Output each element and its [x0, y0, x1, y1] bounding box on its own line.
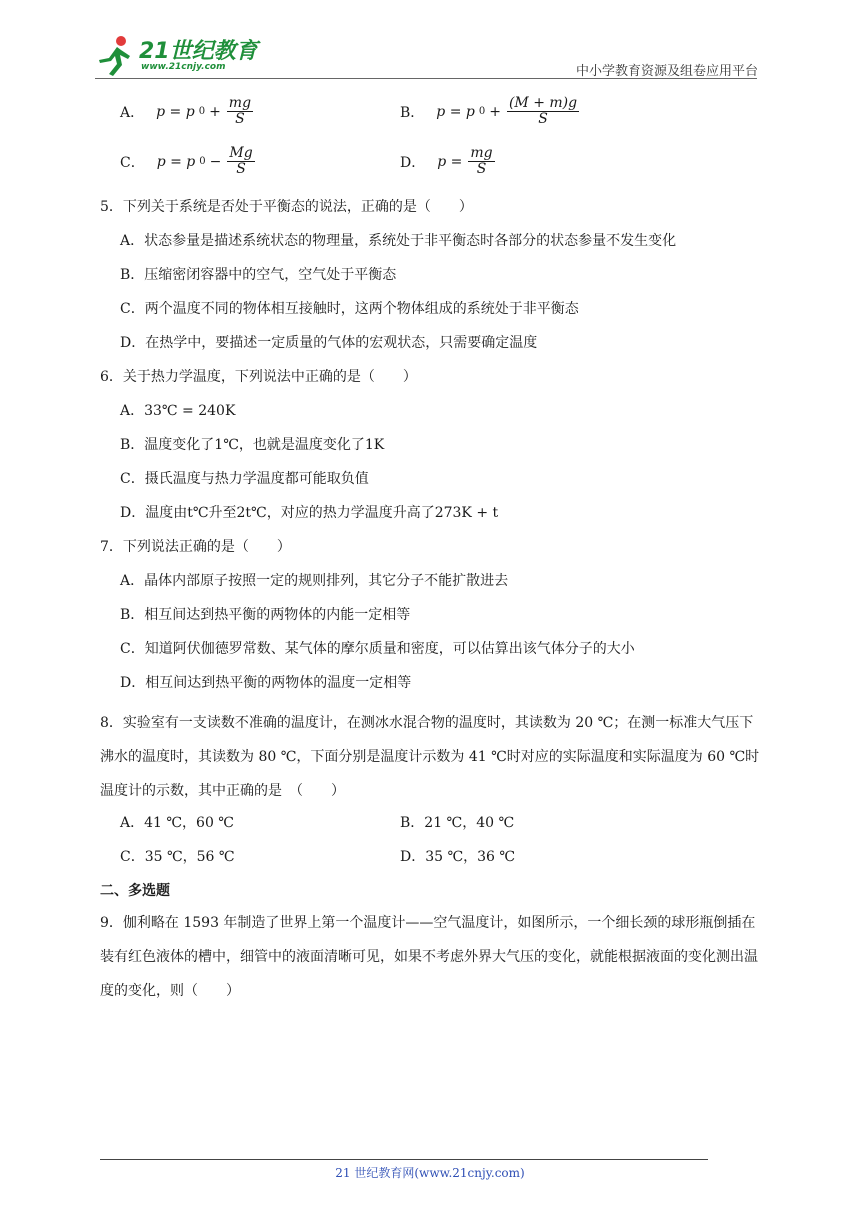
q4-option-a[interactable]	[120, 96, 253, 128]
q7-option-d[interactable]: D．相互间达到热平衡的两物体的温度一定相等	[120, 675, 412, 691]
option-label: A．	[120, 104, 145, 121]
q7-option-a[interactable]: A．晶体内部原子按照一定的规则排列，其它分子不能扩散进去	[120, 573, 509, 589]
q8-option-c[interactable]: C．35 ℃，56 ℃	[120, 849, 235, 865]
q4-options-row-2	[100, 146, 760, 196]
option-label: B．	[400, 104, 425, 121]
fraction	[227, 96, 253, 128]
operator: +	[209, 103, 221, 120]
option-label: C．	[120, 154, 145, 171]
formula-lhs: p = p	[156, 153, 196, 170]
fraction	[507, 96, 579, 128]
denominator: S	[235, 111, 245, 128]
runner-logo-icon	[95, 34, 135, 78]
formula-lhs: p = p	[436, 103, 475, 120]
q8-option-a[interactable]: A．41 ℃，60 ℃	[120, 815, 234, 831]
platform-title: 中小学教育资源及组卷应用平台	[575, 64, 758, 79]
q6-option-d[interactable]: D．温度由t℃升至2t℃，对应的热力学温度升高了273K + t	[120, 505, 499, 521]
subscript: 0	[199, 156, 206, 168]
operator: +	[489, 103, 501, 120]
q7-option-c[interactable]: C．知道阿伏伽德罗常数、某气体的摩尔质量和密度，可以估算出该气体分子的大小	[120, 641, 635, 657]
numerator: (M + m)g	[508, 95, 578, 111]
logo	[95, 34, 265, 78]
q8-options-row-1	[100, 812, 760, 834]
q5-option-a[interactable]: A．状态参量是描述系统状态的物理量，系统处于非平衡态时各部分的状态参量不发生变化	[120, 233, 677, 249]
q7-stem: 7．下列说法正确的是（ ）	[100, 539, 291, 555]
q4-option-b[interactable]	[400, 96, 579, 128]
q6-stem: 6．关于热力学温度，下列说法中正确的是（ ）	[100, 369, 417, 385]
q5-option-d[interactable]: D．在热学中，要描述一定质量的气体的宏观状态，只需要确定温度	[120, 335, 538, 351]
q9-stem: 9．伽利略在 1593 年制造了世界上第一个温度计——空气温度计，如图所示，一个细长颈的球形瓶倒插在装有红色液体的槽中，细管中的液面清晰可见，如果不考虑外界大气压的变化，就能根据液面的变化测出温度的变化，则（ ）	[100, 915, 758, 999]
q7-option-b[interactable]: B．相互间达到热平衡的两物体的内能一定相等	[120, 607, 411, 623]
formula-lhs: p =	[437, 153, 463, 170]
q5-option-b[interactable]: B．压缩密闭容器中的空气，空气处于平衡态	[120, 267, 397, 283]
q5-stem: 5．下列关于系统是否处于平衡态的说法，正确的是（ ）	[100, 199, 473, 215]
logo-text: 21世纪教育	[139, 39, 258, 64]
denominator: S	[538, 111, 548, 128]
logo-url: www.21cnjy.com	[141, 62, 226, 72]
numerator: mg	[470, 145, 493, 161]
q8-stem: 8．实验室有一支读数不准确的温度计，在测冰水混合物的温度时，其读数为 20 ℃；在测一标准大气压下沸水的温度时，其读数为 80 ℃，下面分别是温度计示数为 41 ℃时对应的实际温度和实际温度为 60 ℃时温度计的示数，其中正确的是 （ ）	[100, 715, 760, 799]
q8-option-b[interactable]: B．21 ℃，40 ℃	[400, 815, 515, 831]
numerator: mg	[228, 95, 252, 111]
page-content	[100, 96, 760, 1008]
q4-options-row-1	[100, 96, 760, 146]
denominator: S	[476, 161, 487, 178]
q4-option-c[interactable]	[120, 146, 255, 178]
denominator: S	[236, 161, 246, 178]
operator: −	[209, 153, 222, 170]
q4-option-d[interactable]	[400, 146, 495, 178]
section-title-multiple-choice: 二、多选题	[100, 883, 170, 899]
page-header	[0, 0, 860, 80]
header-divider	[95, 78, 757, 79]
q6-option-b[interactable]: B．温度变化了1℃，也就是温度变化了1K	[120, 437, 385, 453]
footer-text: 21 世纪教育网(www.21cnjy.com)	[335, 1166, 525, 1180]
subscript: 0	[198, 106, 206, 118]
option-label: D．	[400, 154, 426, 171]
q6-option-a[interactable]: A．33℃ = 240K	[120, 403, 236, 419]
q5-option-c[interactable]: C．两个温度不同的物体相互接触时，这两个物体组成的系统处于非平衡态	[120, 301, 579, 317]
q8-options-row-2	[100, 846, 760, 868]
numerator: Mg	[229, 145, 253, 161]
formula-lhs: p = p	[156, 103, 195, 120]
q8-option-d[interactable]: D．35 ℃，36 ℃	[400, 849, 516, 865]
q6-option-c[interactable]: C．摄氏温度与热力学温度都可能取负值	[120, 471, 369, 487]
footer-divider	[100, 1159, 708, 1160]
subscript: 0	[478, 106, 486, 118]
fraction	[468, 146, 494, 178]
fraction	[227, 146, 254, 178]
